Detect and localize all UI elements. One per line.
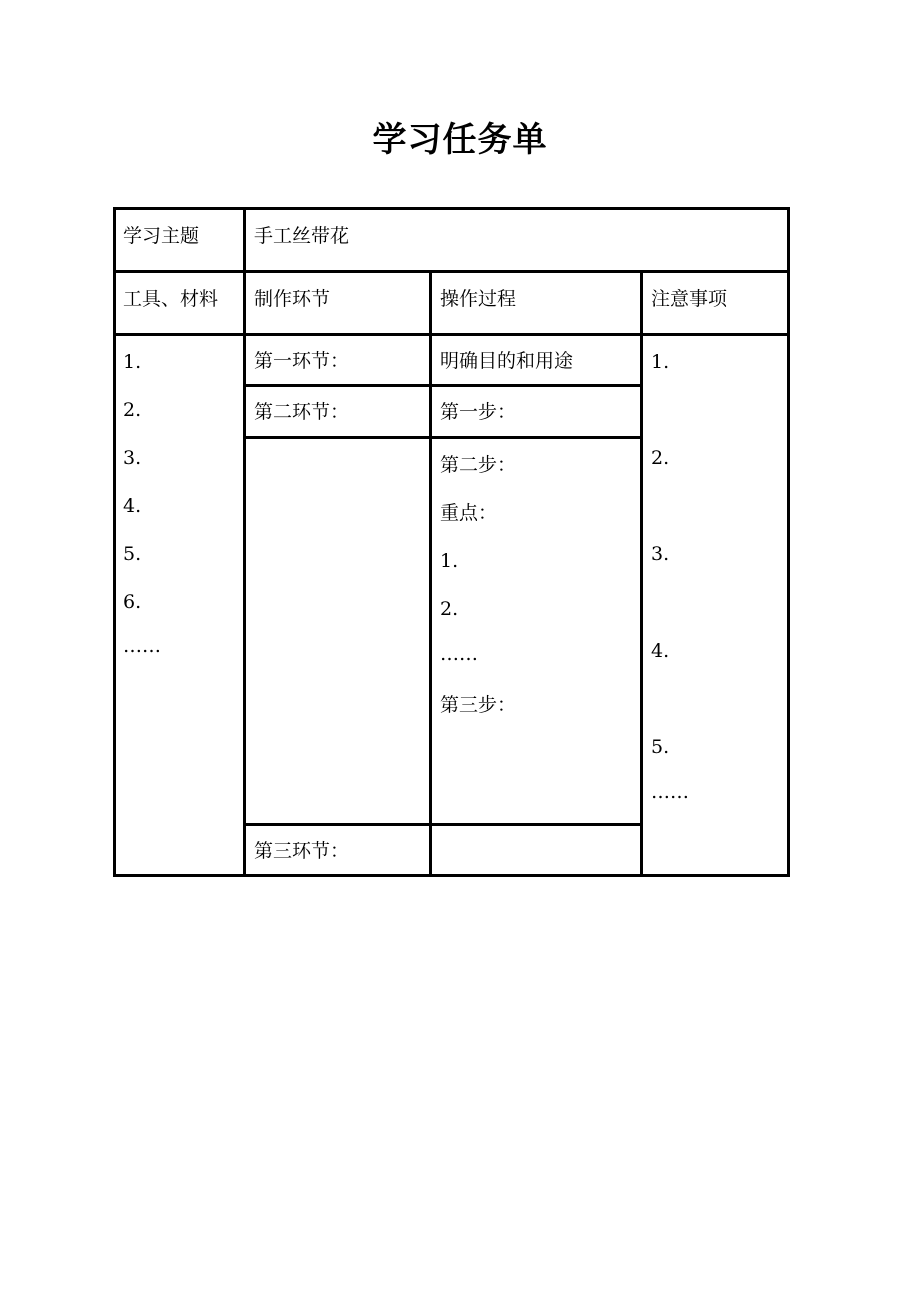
note-item: 5. — [651, 736, 670, 758]
note-item: …… — [651, 781, 689, 803]
table-divider — [113, 333, 790, 336]
stage-first: 第一环节： — [254, 350, 350, 372]
header-tools: 工具、材料 — [123, 288, 219, 310]
table-divider — [113, 270, 790, 273]
table-divider — [243, 207, 246, 877]
note-item: 3. — [651, 543, 670, 565]
process-key-item: 2. — [440, 598, 459, 620]
process-key-item: …… — [440, 643, 478, 665]
stage-third: 第三环节： — [254, 840, 350, 862]
tool-item: 1. — [123, 351, 142, 373]
tool-item: 4. — [123, 495, 142, 517]
note-item: 2. — [651, 447, 670, 469]
process-step3: 第三步： — [440, 694, 517, 716]
process-key-item: 1. — [440, 550, 459, 572]
task-table — [113, 207, 790, 877]
tool-item: 5. — [123, 543, 142, 565]
process-key: 重点： — [440, 502, 498, 524]
note-item: 1. — [651, 351, 670, 373]
table-border-bottom — [113, 874, 790, 877]
tool-item: 3. — [123, 447, 142, 469]
table-divider — [243, 823, 642, 826]
process-first: 明确目的和用途 — [440, 350, 574, 372]
tool-item: …… — [123, 635, 161, 657]
table-border-right — [787, 207, 790, 877]
topic-value: 手工丝带花 — [254, 225, 350, 247]
process-step1: 第一步： — [440, 401, 517, 423]
topic-label: 学习主题 — [123, 225, 200, 247]
table-border-left — [113, 207, 116, 877]
table-divider — [243, 436, 642, 439]
table-divider — [243, 384, 642, 387]
table-divider — [429, 270, 432, 877]
header-notes: 注意事项 — [651, 288, 728, 310]
header-stage: 制作环节 — [254, 288, 331, 310]
table-divider — [640, 270, 643, 877]
page-title: 学习任务单 — [372, 120, 548, 160]
header-process: 操作过程 — [440, 288, 517, 310]
note-item: 4. — [651, 640, 670, 662]
tool-item: 2. — [123, 399, 142, 421]
stage-second: 第二环节： — [254, 401, 350, 423]
tool-item: 6. — [123, 591, 142, 613]
table-border-top — [113, 207, 790, 210]
process-step2: 第二步： — [440, 454, 517, 476]
